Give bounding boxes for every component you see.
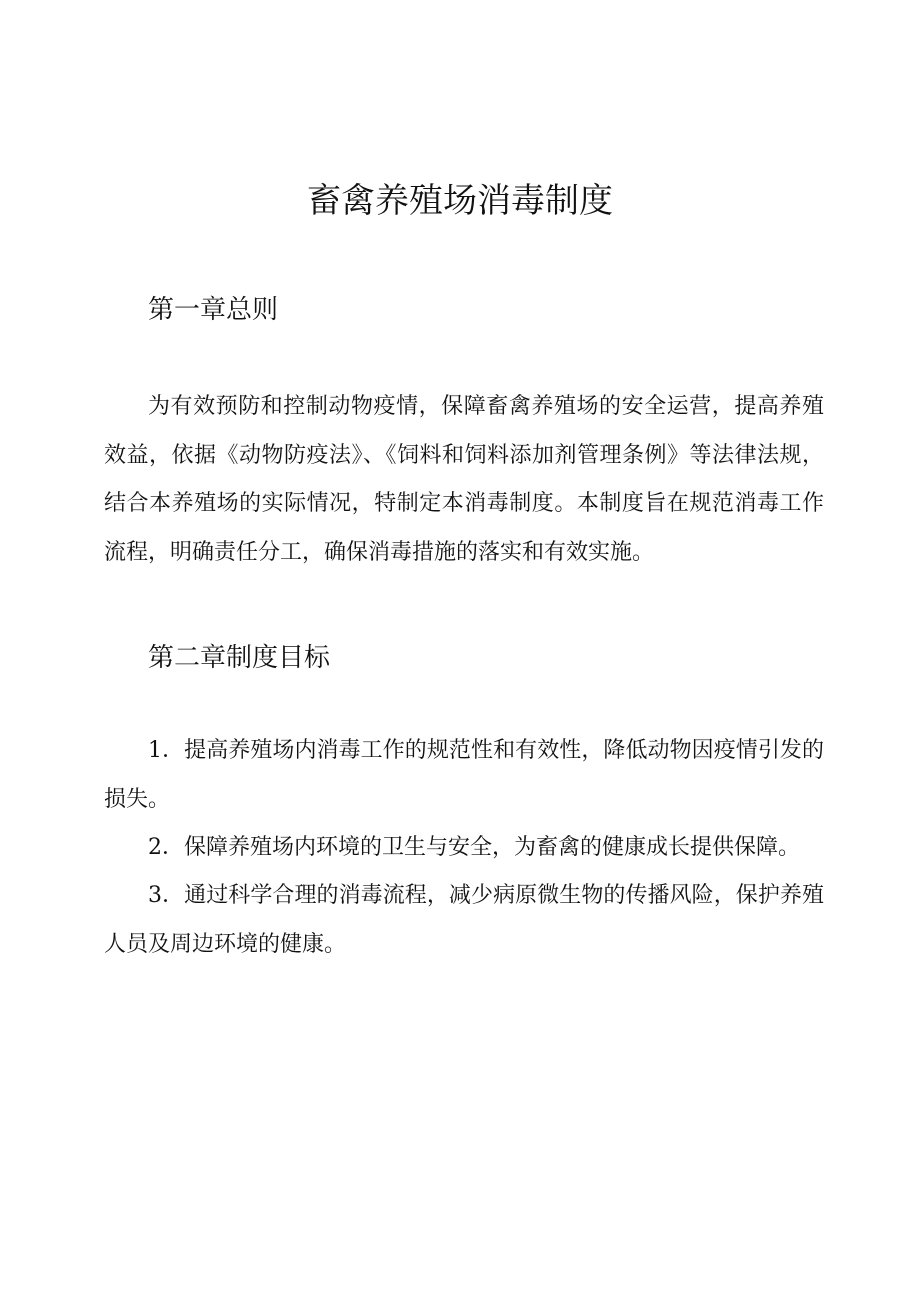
chapter-1-paragraph: 为有效预防和控制动物疫情，保障畜禽养殖场的安全运营，提高养殖效益，依据《动物防疫法》、《饲料和饲料添加剂管理条例》等法律法规，结合本养殖场的实际情况，特制定本消毒制度。本制度旨在规范消毒工作流程，明确责任分工，确保消毒措施的落实和有效实施。 (104, 394, 824, 565)
goal-item-2: 2．保障养殖场内环境的卫生与安全，为畜禽的健康成长提供保障。 (148, 835, 800, 860)
goal-item-3: 3．通过科学合理的消毒流程，减少病原微生物的传播风险，保护养殖人员及周边环境的健康。 (104, 883, 824, 957)
document-title: 畜禽养殖场消毒制度 (307, 181, 613, 221)
goal-item-1: 1．提高养殖场内消毒工作的规范性和有效性，降低动物因疫情引发的损失。 (104, 738, 824, 812)
chapter-2-heading: 第二章制度目标 (148, 643, 331, 673)
chapter-1-heading: 第一章总则 (148, 295, 279, 325)
